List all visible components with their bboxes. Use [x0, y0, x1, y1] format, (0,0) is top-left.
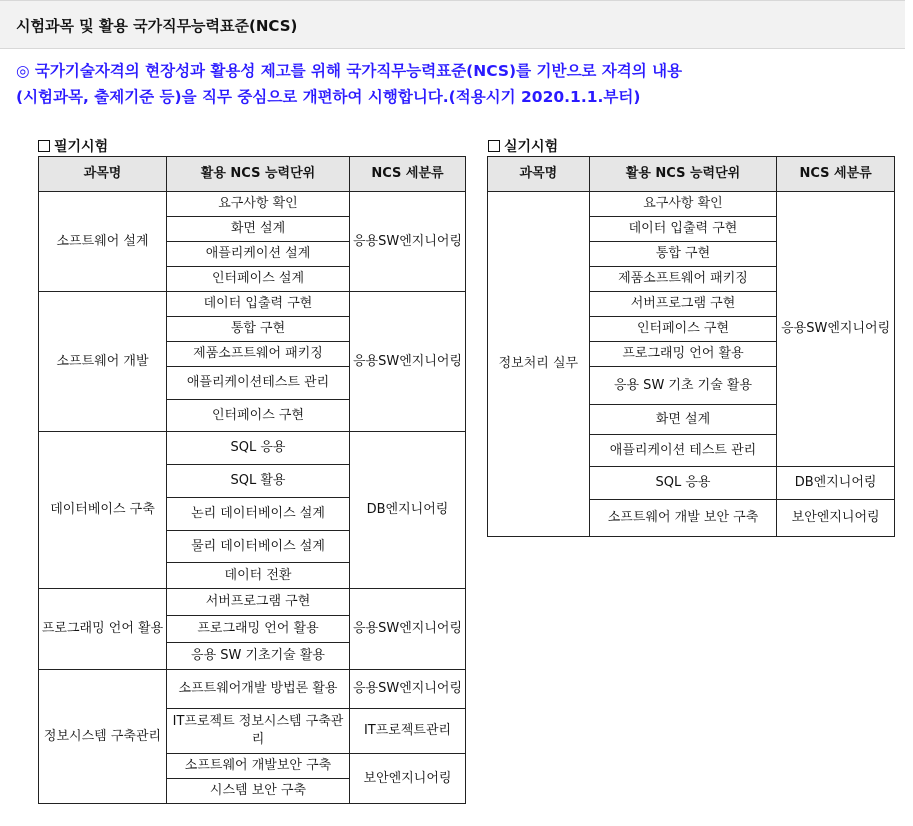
unit-cell: 통합 구현 — [589, 242, 777, 267]
unit-cell: 물리 데이터베이스 설계 — [167, 531, 350, 563]
unit-cell: 데이터 입출력 구현 — [167, 292, 350, 317]
subject-cell: 정보시스템 구축관리 — [39, 670, 167, 804]
unit-cell: SQL 응용 — [167, 432, 350, 465]
practical-exam-title-text: 실기시험 — [504, 139, 559, 155]
unit-cell: 인터페이스 설계 — [167, 267, 350, 292]
table-row — [39, 192, 466, 217]
unit-cell: IT프로젝트 정보시스템 구축관리 — [167, 709, 350, 754]
header-unit: 활용 NCS 능력단위 — [167, 157, 350, 192]
unit-cell: 프로그래밍 언어 활용 — [167, 616, 350, 643]
practical-table-container — [487, 156, 895, 546]
header-category: NCS 세분류 — [777, 157, 895, 192]
table-row — [39, 432, 466, 465]
header-subject: 과목명 — [488, 157, 590, 192]
checkbox-square-icon — [488, 140, 500, 152]
category-cell: 응용SW엔지니어링 — [350, 292, 466, 432]
notice-text — [16, 58, 896, 110]
unit-cell: 애플리케이션테스트 관리 — [167, 367, 350, 400]
unit-cell: SQL 활용 — [167, 465, 350, 498]
page-title: 시험과목 및 활용 국가직무능력표준(NCS) — [16, 17, 298, 35]
unit-cell: 화면 설계 — [167, 217, 350, 242]
unit-cell: 프로그래밍 언어 활용 — [589, 342, 777, 367]
unit-cell: 소프트웨어개발 방법론 활용 — [167, 670, 350, 709]
practical-exam-title — [488, 136, 558, 156]
subject-cell: 프로그래밍 언어 활용 — [39, 589, 167, 670]
table-header-row — [488, 157, 895, 192]
notice-line-1: ◎ 국가기술자격의 현장성과 활용성 제고를 위해 국가직무능력표준(NCS)를 기반으로 자격의 내용 — [16, 62, 683, 80]
category-cell: DB엔지니어링 — [777, 467, 895, 500]
unit-cell: 응용 SW 기초 기술 활용 — [589, 367, 777, 405]
table-row — [39, 292, 466, 317]
unit-cell: 인터페이스 구현 — [167, 400, 350, 432]
unit-cell: 요구사항 확인 — [167, 192, 350, 217]
subject-cell: 데이터베이스 구축 — [39, 432, 167, 589]
unit-cell: 화면 설계 — [589, 405, 777, 435]
unit-cell: 소프트웨어 개발보안 구축 — [167, 754, 350, 779]
category-cell: 응용SW엔지니어링 — [350, 670, 466, 709]
subject-cell: 정보처리 실무 — [488, 192, 590, 537]
unit-cell: 시스템 보안 구축 — [167, 779, 350, 804]
unit-cell: 서버프로그램 구현 — [589, 292, 777, 317]
practical-exam-table — [487, 156, 895, 537]
category-cell: 응용SW엔지니어링 — [777, 192, 895, 467]
table-row — [39, 589, 466, 616]
header-category: NCS 세분류 — [350, 157, 466, 192]
unit-cell: 통합 구현 — [167, 317, 350, 342]
unit-cell: 응용 SW 기초기술 활용 — [167, 643, 350, 670]
unit-cell: 데이터 입출력 구현 — [589, 217, 777, 242]
unit-cell: 요구사항 확인 — [589, 192, 777, 217]
table-row — [39, 670, 466, 709]
unit-cell: 제품소프트웨어 패키징 — [167, 342, 350, 367]
category-cell: IT프로젝트관리 — [350, 709, 466, 754]
category-cell: 응용SW엔지니어링 — [350, 589, 466, 670]
unit-cell: 제품소프트웨어 패키징 — [589, 267, 777, 292]
written-exam-table — [38, 156, 466, 804]
subject-cell: 소프트웨어 개발 — [39, 292, 167, 432]
category-cell: 보안엔지니어링 — [777, 500, 895, 537]
unit-cell: 애플리케이션 설계 — [167, 242, 350, 267]
header-subject: 과목명 — [39, 157, 167, 192]
subject-cell: 소프트웨어 설계 — [39, 192, 167, 292]
unit-cell: SQL 응용 — [589, 467, 777, 500]
notice-line-2: (시험과목, 출제기준 등)을 직무 중심으로 개편하여 시행합니다.(적용시기 2020.1.1.부터) — [16, 88, 641, 106]
written-exam-title-text: 필기시험 — [54, 139, 109, 155]
category-cell: DB엔지니어링 — [350, 432, 466, 589]
unit-cell: 서버프로그램 구현 — [167, 589, 350, 616]
category-cell: 응용SW엔지니어링 — [350, 192, 466, 292]
unit-cell: 데이터 전환 — [167, 563, 350, 589]
written-exam-title — [38, 136, 108, 156]
unit-cell: 소프트웨어 개발 보안 구축 — [589, 500, 777, 537]
checkbox-square-icon — [38, 140, 50, 152]
category-cell: 보안엔지니어링 — [350, 754, 466, 804]
unit-cell: 인터페이스 구현 — [589, 317, 777, 342]
header-unit: 활용 NCS 능력단위 — [589, 157, 777, 192]
unit-cell: 애플리케이션 테스트 관리 — [589, 435, 777, 467]
table-row — [488, 192, 895, 217]
section-header — [0, 0, 905, 49]
unit-cell: 논리 데이터베이스 설계 — [167, 498, 350, 531]
table-header-row — [39, 157, 466, 192]
